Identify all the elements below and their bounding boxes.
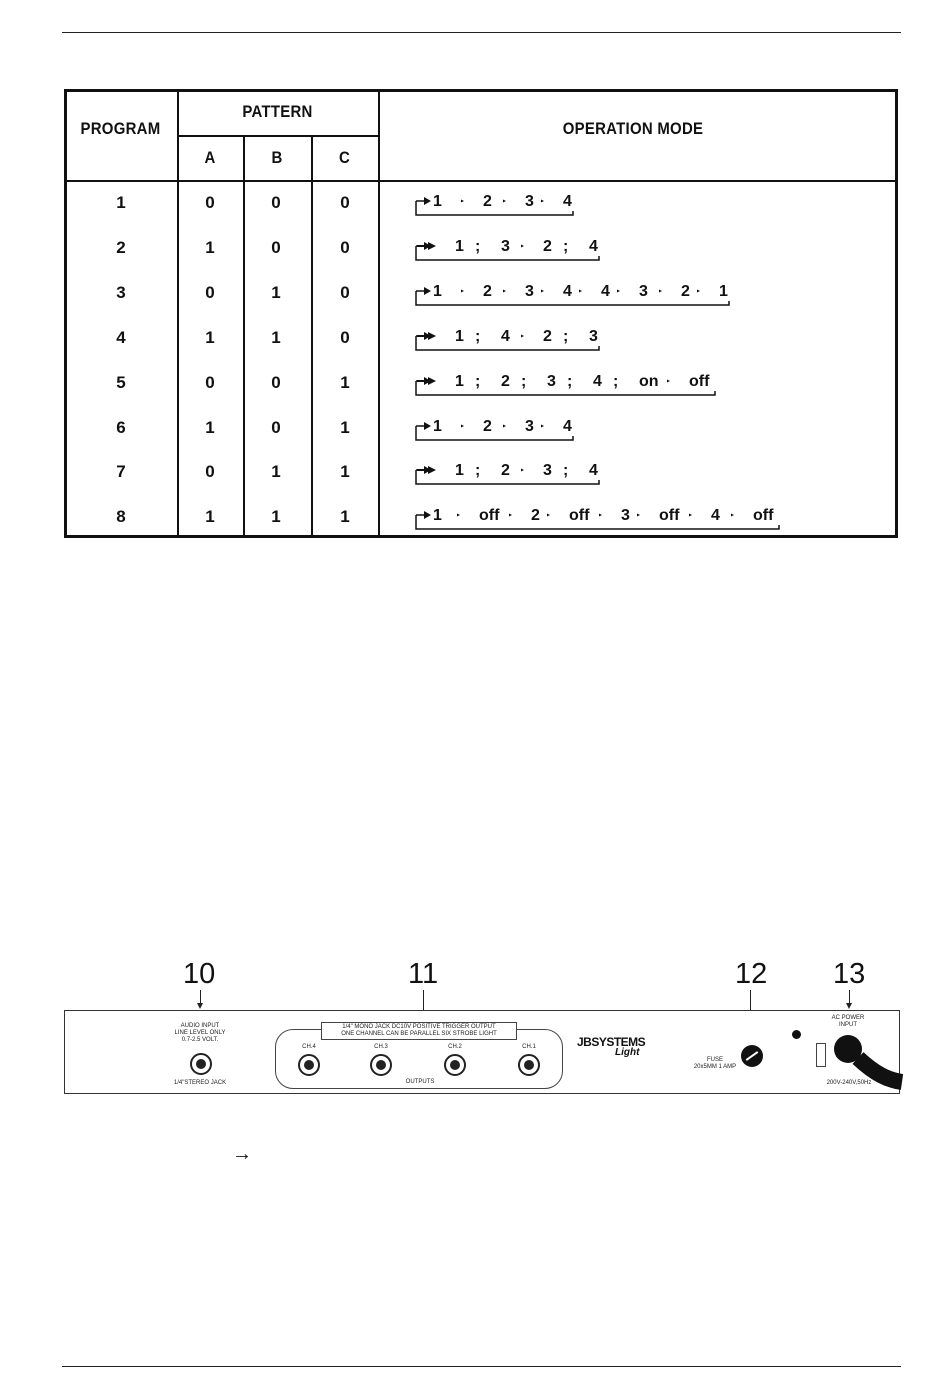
sequence-step: off [659,507,689,525]
header-c: C [338,148,351,167]
sequence-arrow [428,332,436,340]
cell-a: 1 [205,327,215,347]
ch4-jack[interactable] [298,1054,320,1076]
callout-11: 11 [408,958,439,990]
ch2-label: CH.2 [448,1044,462,1050]
audio-input-jack[interactable] [190,1053,212,1075]
callout-10: 10 [183,958,216,990]
sequence-step: ; [475,328,501,346]
sequence-step: 3 [621,507,637,525]
cell-program: 7 [116,462,126,482]
sequence-step: 2 [543,238,563,256]
cell-c: 0 [340,237,350,257]
sequence-step: 4 [601,283,617,301]
ch1-label: CH.1 [522,1044,536,1050]
sequence-step: 4 [589,462,609,480]
sequence-step: 2 [483,283,503,301]
sequence-step: ; [563,328,589,346]
trigger-output-label: 1/4" MONO JACK DC10V POSITIVE TRIGGER OUTPUT ONE CHANNEL CAN BE PARALLEL SIX STROBE LIGHT [321,1022,517,1040]
sequence-step: 1 [455,238,475,256]
sequence-step: 1 [433,507,457,525]
sequence-step: 4 [563,418,583,436]
sequence-step: ; [613,373,639,391]
stereo-jack-label: 1/4"STEREO JACK [173,1080,227,1086]
sequence-step: 4 [563,193,583,211]
header-program: PROGRAM [80,119,161,138]
cell-c: 1 [340,372,350,392]
sequence-step: 2 [483,418,503,436]
sequence-step: ; [567,373,593,391]
sequence-step: 4 [711,507,731,525]
audio-input-label: AUDIO INPUT LINE LEVEL ONLY 0.7-2.5 VOLT. [174,1023,226,1043]
sequence-step: 3 [525,283,541,301]
sequence-step: 1 [433,193,461,211]
sequence-step: 2 [543,328,563,346]
header-a: A [204,148,216,167]
cell-c: 1 [340,507,350,527]
cell-b: 0 [271,193,281,212]
sequence-step: 2 [483,193,503,211]
header-operation-mode: OPERATION MODE [562,119,704,138]
header-b: B [271,148,283,167]
sequence-step: 2 [501,373,521,391]
indicator-hole [792,1030,801,1039]
cell-c: 0 [340,193,350,212]
sequence-step: 3 [501,238,521,256]
callout-13: 13 [833,958,866,990]
ch3-jack[interactable] [370,1054,392,1076]
sequence-step: 4 [501,328,521,346]
top-rule [62,32,901,33]
cell-program: 4 [116,327,126,347]
sequence-step: 4 [563,283,579,301]
sequence-step: 3 [547,373,567,391]
sequence-step: 1 [433,283,461,301]
sequence-step: 1 [455,373,475,391]
sequence-step: on [639,373,667,391]
cell-b: 0 [271,417,281,437]
cell-program: 5 [116,372,126,392]
cell-program: 8 [116,507,126,527]
callout-12: 12 [735,958,768,990]
cell-program: 2 [116,237,126,257]
cell-b: 0 [271,237,281,257]
voltage-label: 200V-240V,50Hz [826,1080,872,1086]
sequence-step: 1 [455,328,475,346]
outputs-label: OUTPUTS [405,1079,435,1085]
cell-b: 1 [271,327,281,347]
sequence-step: 3 [589,328,609,346]
sequence-step: 1 [719,283,739,301]
cell-b: 1 [271,282,281,302]
sequence-arrow [428,242,436,250]
cell-a: 1 [205,507,215,527]
ch2-jack[interactable] [444,1054,466,1076]
ch4-label: CH.4 [302,1044,316,1050]
cell-c: 1 [340,462,350,482]
ac-power-label: AC POWER INPUT [831,1015,865,1028]
fuse-label: FUSE 20x5MM 1 AMP [693,1057,737,1070]
sequence-step: ; [475,238,501,256]
sequence-arrow [428,377,436,385]
sequence-step: 3 [525,193,541,211]
cell-c: 1 [340,417,350,437]
sequence-step: off [569,507,599,525]
cell-program: 3 [116,282,126,302]
sequence-arrow [428,466,436,474]
sequence-step: 4 [589,238,609,256]
cell-a: 0 [205,372,215,392]
cell-c: 0 [340,327,350,347]
sequence-step: 2 [681,283,697,301]
cell-program: 6 [116,417,126,437]
power-switch[interactable] [816,1043,826,1067]
cell-a: 0 [205,462,215,482]
sequence-step: ; [563,462,589,480]
cell-a: 1 [205,237,215,257]
sequence-step: 3 [543,462,563,480]
rear-panel [64,1010,900,1094]
footer-arrow: → [232,1143,252,1165]
cell-c: 0 [340,282,350,302]
ch1-jack[interactable] [518,1054,540,1076]
cell-a: 0 [205,282,215,302]
sequence-step: ; [521,373,547,391]
cell-a: 1 [205,417,215,437]
sequence-step: ; [475,462,501,480]
cell-a: 0 [205,193,215,212]
cell-b: 0 [271,372,281,392]
sequence-step: 3 [639,283,659,301]
sequence-step: 1 [455,462,475,480]
fuse-holder[interactable] [741,1045,763,1067]
sequence-step: 3 [525,418,541,436]
brand-logo: JBSYSTEMS Light [577,1035,646,1058]
sequence-step: 2 [501,462,521,480]
sequence-step: off [753,507,789,525]
sequence-step: 1 [433,418,461,436]
sequence-step: 4 [593,373,613,391]
sequence-step: ; [563,238,589,256]
cell-b: 1 [271,462,281,482]
cell-program: 1 [116,193,126,212]
header-pattern: PATTERN [242,102,313,121]
sequence-step: off [689,373,725,391]
sequence-step: off [479,507,509,525]
sequence-step: ; [475,373,501,391]
cell-b: 1 [271,507,281,527]
ch3-label: CH.3 [374,1044,388,1050]
bottom-rule [62,1366,901,1367]
sequence-step: 2 [531,507,547,525]
